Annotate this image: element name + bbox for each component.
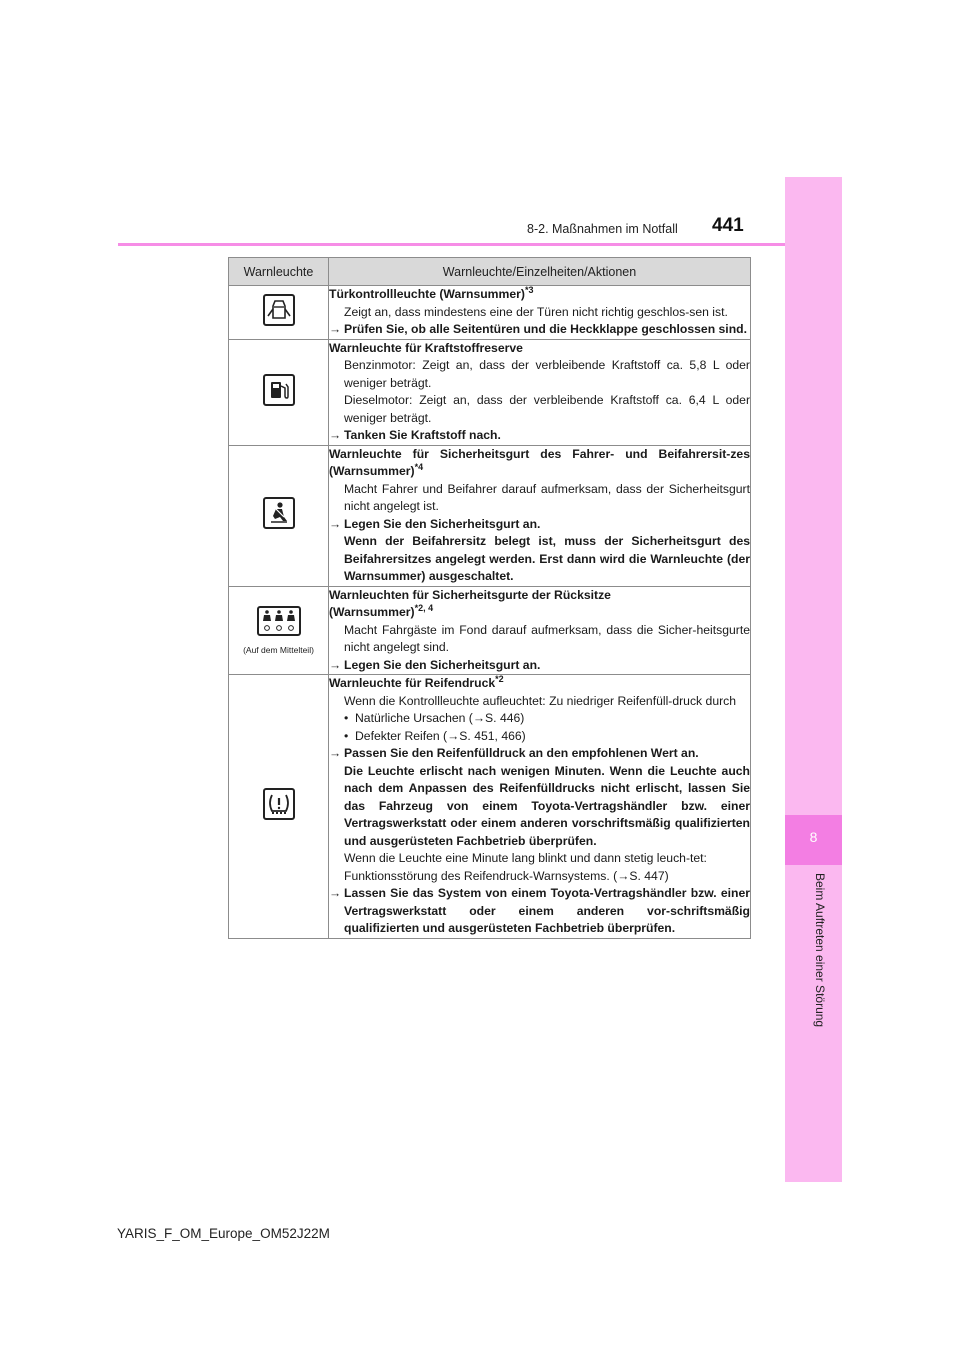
- row-action: → Legen Sie den Sicherheitsgurt an.: [329, 516, 541, 531]
- warning-lights-table: [228, 257, 751, 939]
- table-row: [229, 286, 751, 340]
- chapter-side-tab: [785, 177, 842, 1182]
- tire-pressure-icon: [263, 788, 295, 820]
- table-row: [229, 339, 751, 445]
- header-rule: [118, 243, 785, 246]
- icon-cell: [229, 586, 329, 675]
- icon-cell: [229, 286, 329, 340]
- row-title: Warnleuchte für Sicherheitsgurt des Fahrer- und Beifahrersit-zes (Warnsummer)$^{*4}$: [329, 446, 750, 478]
- row-action: → Legen Sie den Sicherheitsgurt an.: [329, 657, 541, 672]
- row-description: Zeigt an, dass mindestens eine der Türen nicht richtig geschlos-sen ist.: [344, 304, 728, 319]
- details-cell: [329, 339, 751, 445]
- row-title: Warnleuchten für Sicherheitsgurte der Rücksitze: [329, 587, 611, 602]
- row-description: Funktionsstörung des Reifendruck-Warnsystems. (→S. 447): [344, 868, 669, 883]
- row-description: Dieselmotor: Zeigt an, dass der verbleibende Kraftstoff ca. 6,4 L oder weniger beträgt.: [344, 393, 750, 425]
- rear-seatbelt-icon: [257, 606, 301, 636]
- row-title: Warnleuchte für Reifendruck$^{*2}$: [329, 673, 504, 690]
- icon-cell: [229, 339, 329, 445]
- table-row: [229, 675, 751, 939]
- table-header-row: [229, 258, 751, 286]
- row-action: → Lassen Sie das System von einem Toyota-Vertragshändler bzw. einer Vertragswerkstatt oder einem anderen vor-schriftsmäßig qualifizierten und ausgerüsteten Fachbetrieb überprüfen.: [329, 886, 750, 935]
- list-item: • Defekter Reifen (→S. 451, 466): [344, 728, 526, 743]
- table-row: [229, 586, 751, 675]
- door-open-icon: [263, 294, 295, 326]
- chapter-title: Beim Auftreten einer Störung: [813, 873, 827, 1028]
- row-action: → Passen Sie den Reifenfülldruck an den empfohlenen Wert an.: [329, 746, 699, 760]
- row-description: Macht Fahrer und Beifahrer darauf aufmerksam, dass der Sicherheitsgurt nicht angelegt ist.: [344, 481, 750, 513]
- row-description: Wenn die Kontrollleuchte aufleuchtet: Zu niedriger Reifenfüll-druck durch: [344, 693, 737, 708]
- column-header-warnleuchte: Warnleuchte: [229, 258, 329, 286]
- row-note: Die Leuchte erlischt nach wenigen Minuten. Wenn die Leuchte auch nach dem Anpassen des Reifenfülldrucks nicht erlischt, lassen Sie das Fahrzeug von einem Toyota-Vertragshändler bzw. einer Vertragswerkstatt oder einem anderen vorschriftsmäßig qualifizierten und ausgerüsteten Fachbetrieb überprüfen.: [344, 763, 750, 848]
- document-code: YARIS_F_OM_Europe_OM52J22M: [117, 1226, 330, 1241]
- row-action: → Tanken Sie Kraftstoff nach.: [329, 428, 501, 442]
- icon-cell: [229, 445, 329, 586]
- column-header-details: Warnleuchte/Einzelheiten/Aktionen: [329, 258, 751, 286]
- details-cell: [329, 445, 751, 586]
- details-cell: [329, 675, 751, 939]
- row-title-continued: (Warnsummer)$^{*2, 4}$: [329, 602, 434, 619]
- page-number: 441: [712, 215, 744, 236]
- section-title: 8-2. Maßnahmen im Notfall: [527, 222, 678, 236]
- details-cell: [329, 586, 751, 675]
- seatbelt-icon: [263, 497, 295, 529]
- row-note: Wenn der Beifahrersitz belegt ist, muss der Sicherheitsgurt des Beifahrersitzes angelegt werden. Erst dann wird die Warnleuchte (der Warnsummer) ausgeschaltet.: [344, 534, 750, 583]
- row-action: → Prüfen Sie, ob alle Seitentüren und die Heckklappe geschlossen sind.: [329, 322, 747, 336]
- row-description: Wenn die Leuchte eine Minute lang blinkt und dann stetig leuch-tet:: [344, 851, 707, 865]
- row-description: Benzinmotor: Zeigt an, dass der verbleibende Kraftstoff ca. 5,8 L oder weniger beträgt.: [344, 358, 750, 390]
- icon-caption: (Auf dem Mittelteil): [243, 644, 314, 655]
- chapter-number: 8: [809, 829, 818, 845]
- row-title: Türkontrollleuchte (Warnsummer)$^{*3}$: [329, 284, 534, 301]
- fuel-pump-icon: [263, 374, 295, 406]
- details-cell: [329, 286, 751, 340]
- list-item: • Natürliche Ursachen (→S. 446): [344, 711, 525, 725]
- table-row: [229, 445, 751, 586]
- row-description: Macht Fahrgäste im Fond darauf aufmerksam, dass die Sicher-heitsgurte nicht angelegt sind.: [344, 622, 750, 654]
- icon-cell: [229, 675, 329, 939]
- row-title: Warnleuchte für Kraftstoffreserve: [329, 340, 523, 355]
